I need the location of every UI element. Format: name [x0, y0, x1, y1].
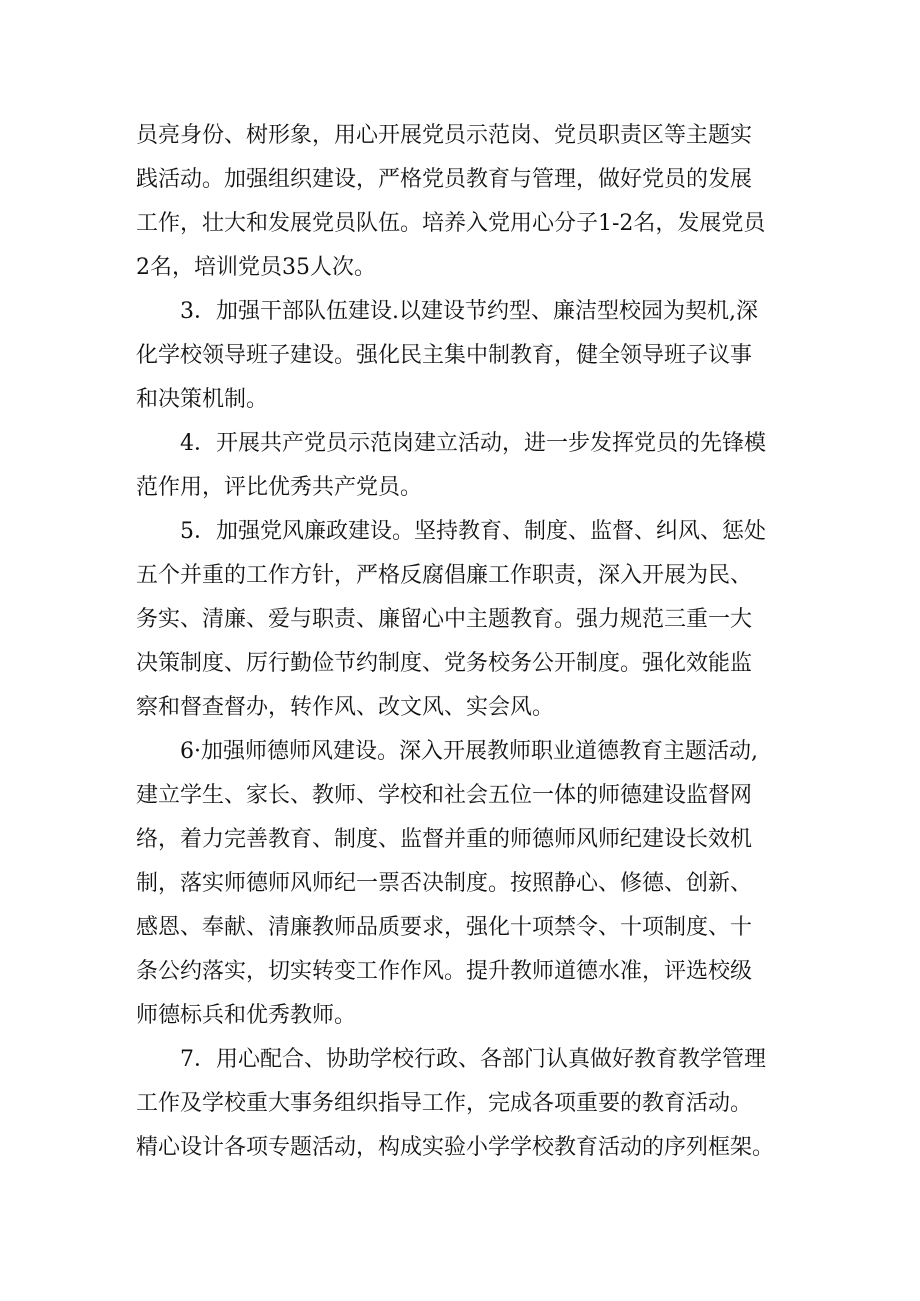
document-body: [136, 114, 796, 1170]
paragraph-continuation: [136, 114, 796, 290]
text-line: 践活动。加强组织建设，严格党员教育与管理，做好党员的发展: [136, 167, 753, 192]
paragraph-item-3: [136, 290, 796, 422]
text-line: 6·加强师德师风建设。深入开展教师职业道德教育主题活动,: [180, 739, 758, 764]
text-line: 师德标兵和优秀教师。: [136, 1003, 357, 1028]
text-line: 员亮身份、树形象，用心开展党员示范岗、党员职责区等主题实: [136, 123, 753, 148]
text-line: 精心设计各项专题活动，构成实验小学学校教育活动的序列框架。: [136, 1135, 775, 1160]
text-line: 4．开展共产党员示范岗建立活动，进一步发挥党员的先锋模: [180, 431, 766, 456]
paragraph-item-4: [136, 422, 796, 510]
text-line: 五个并重的工作方针，严格反腐倡廉工作职责，深入开展为民、: [136, 563, 753, 588]
text-line: 制，落实师德师风师纪一票否决制度。按照静心、修德、创新、: [136, 871, 753, 896]
text-line: 范作用，评比优秀共产党员。: [136, 475, 423, 500]
paragraph-item-6: [136, 730, 796, 1038]
text-line: 务实、清廉、爱与职责、廉留心中主题教育。强力规范三重一大: [136, 607, 753, 632]
paragraph-item-5: [136, 510, 796, 730]
text-line: 建立学生、家长、教师、学校和社会五位一体的师德建设监督网: [136, 783, 753, 808]
text-line: 工作及学校重大事务组织指导工作，完成各项重要的教育活动。: [136, 1091, 753, 1116]
text-line: 2名，培训党员35人次。: [136, 255, 376, 280]
text-line: 工作，壮大和发展党员队伍。培养入党用心分子1-2名，发展党员: [136, 211, 766, 236]
text-line: 和决策机制。: [136, 387, 269, 412]
text-line: 感恩、奉献、清廉教师品质要求，强化十项禁令、十项制度、十: [136, 915, 753, 940]
text-line: 5．加强党风廉政建设。坚持教育、制度、监督、纠风、惩处: [180, 519, 766, 544]
text-line: 3．加强干部队伍建设.以建设节约型、廉洁型校园为契机,深: [180, 299, 758, 324]
text-line: 化学校领导班子建设。强化民主集中制教育，健全领导班子议事: [136, 343, 753, 368]
text-line: 察和督查督办，转作风、改文风、实会风。: [136, 695, 555, 720]
text-line: 络，着力完善教育、制度、监督并重的师德师风师纪建设长效机: [136, 827, 753, 852]
paragraph-item-7: [136, 1038, 796, 1170]
text-line: 条公约落实，切实转变工作作风。提升教师道德水准，评选校级: [136, 959, 753, 984]
text-line: 7．用心配合、协助学校行政、各部门认真做好教育教学管理: [180, 1047, 766, 1072]
text-line: 决策制度、厉行勤俭节约制度、党务校务公开制度。强化效能监: [136, 651, 753, 676]
